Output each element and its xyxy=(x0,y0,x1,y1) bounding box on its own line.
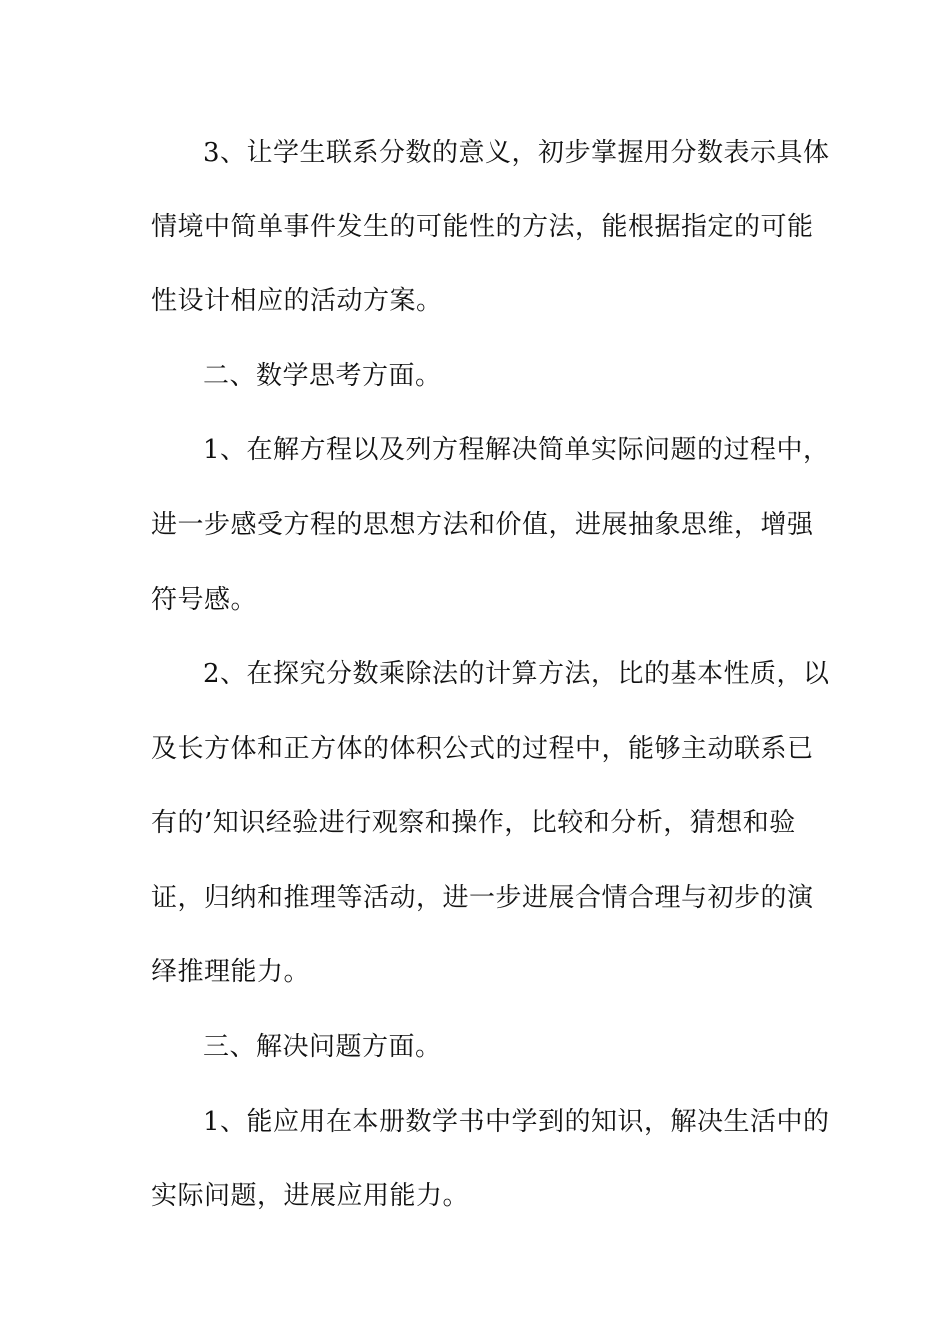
text-line-14: 1、能应用在本册数学书中学到的知识，解决生活中的 xyxy=(203,1107,830,1137)
text-line-11: 证，归纳和推理等活动，进一步进展合情合理与初步的演 xyxy=(151,883,814,913)
section-heading-2: 二、数学思考方面。 xyxy=(203,361,442,391)
text-line-6: 进一步感受方程的思想方法和价值，进展抽象思维，增强 xyxy=(151,510,814,540)
section-heading-3: 三、解决问题方面。 xyxy=(203,1032,442,1062)
text-line-10: 有的’知识经验进行观察和操作，比较和分析，猜想和验 xyxy=(151,808,796,838)
text-line-12: 绎推理能力。 xyxy=(151,957,311,987)
text-line-7: 符号感。 xyxy=(151,585,258,615)
text-line-2: 情境中简单事件发生的可能性的方法，能根据指定的可能 xyxy=(151,212,814,242)
text-line-1: 3、让学生联系分数的意义，初步掌握用分数表示具体 xyxy=(203,138,830,168)
text-line-5: 1、在解方程以及列方程解决简单实际问题的过程中， xyxy=(203,435,830,465)
text-line-3: 性设计相应的活动方案。 xyxy=(151,286,443,316)
text-line-8: 2、在探究分数乘除法的计算方法，比的基本性质，以 xyxy=(203,659,830,689)
text-line-15: 实际问题，进展应用能力。 xyxy=(151,1181,470,1211)
text-line-9: 及长方体和正方体的体积公式的过程中，能够主动联系已 xyxy=(151,734,814,764)
